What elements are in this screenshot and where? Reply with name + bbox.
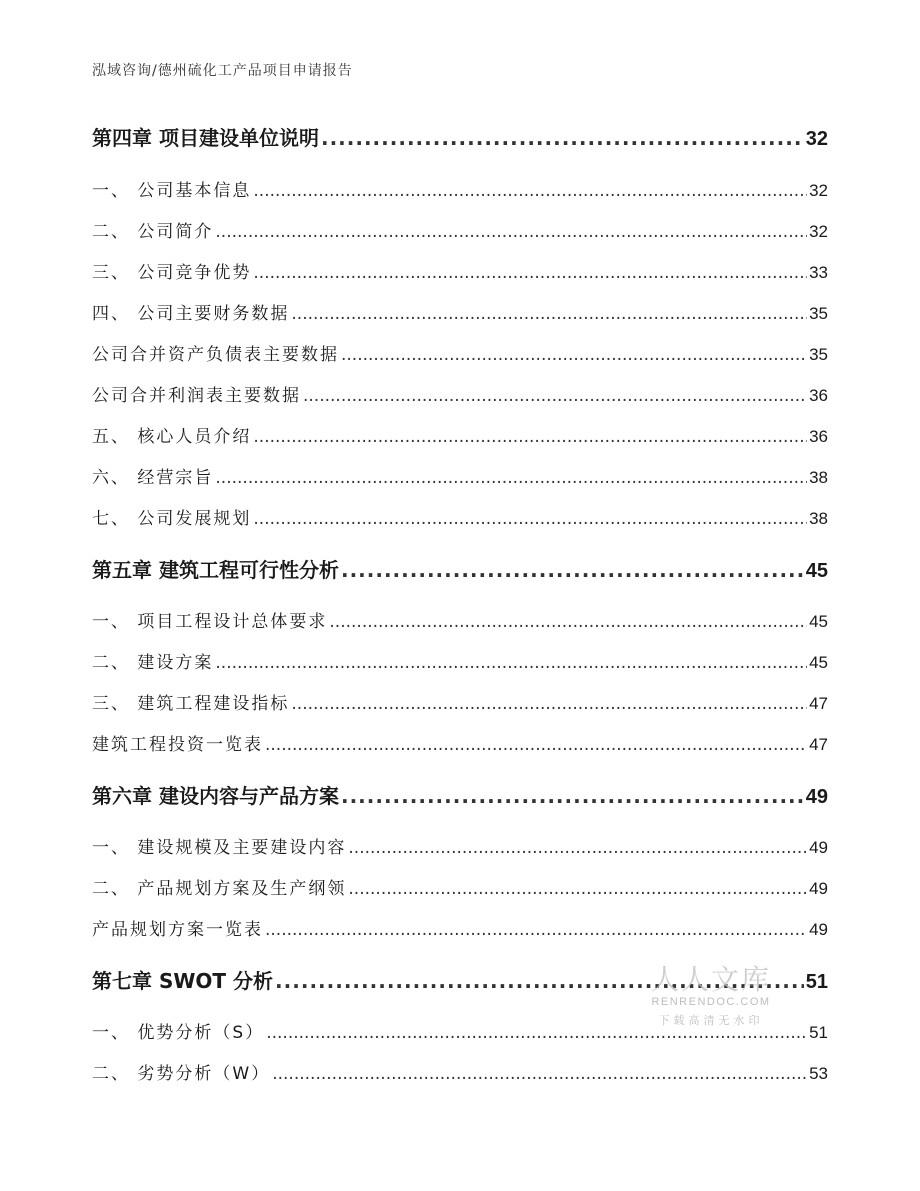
watermark-domain: RENRENDOC.COM <box>651 996 771 1008</box>
toc-page-number: 38 <box>809 468 828 487</box>
toc-label: 二、 公司简介 <box>92 222 214 242</box>
toc-page-number: 36 <box>809 386 828 405</box>
toc-label: 第四章 项目建设单位说明 <box>92 126 319 150</box>
toc-page-number: 45 <box>805 560 828 582</box>
toc-label: 一、 优势分析（S） <box>92 1023 265 1043</box>
toc-leader <box>329 612 807 632</box>
toc-label: 第六章 建设内容与产品方案 <box>92 784 339 808</box>
toc-leader <box>321 126 804 150</box>
toc-page-number: 32 <box>809 222 828 241</box>
toc-chapter-7[interactable] <box>92 965 828 994</box>
toc-page-number: 32 <box>809 181 828 200</box>
toc-entry[interactable] <box>92 648 828 673</box>
toc-page-number: 35 <box>809 345 828 364</box>
toc-label: 四、 公司主要财务数据 <box>92 304 290 324</box>
toc-leader <box>341 784 804 808</box>
toc-chapter-6[interactable] <box>92 780 828 809</box>
toc-label: 建筑工程投资一览表 <box>92 735 263 755</box>
toc-label: 二、 劣势分析（W） <box>92 1064 271 1084</box>
toc-leader <box>253 427 807 447</box>
toc-label: 六、 经营宗旨 <box>92 468 214 488</box>
toc-leader <box>275 969 804 993</box>
toc-leader <box>341 558 804 582</box>
toc-label: 第七章 SWOT 分析 <box>92 969 274 993</box>
toc-label: 三、 建筑工程建设指标 <box>92 694 290 714</box>
toc-leader <box>272 1064 807 1084</box>
toc-leader <box>253 509 807 529</box>
toc-label: 三、 公司竞争优势 <box>92 263 252 283</box>
toc-label: 二、 产品规划方案及生产纲领 <box>92 879 347 899</box>
toc-leader <box>291 304 807 324</box>
toc-page-number: 45 <box>809 612 828 631</box>
toc-entry[interactable] <box>92 463 828 488</box>
toc-entry[interactable] <box>92 422 828 447</box>
toc-entry[interactable] <box>92 1059 828 1084</box>
toc-entry[interactable] <box>92 217 828 242</box>
document-header: 泓域咨询/德州硫化工产品项目申请报告 <box>92 63 353 79</box>
toc-page-number: 51 <box>809 1023 828 1042</box>
toc-entry[interactable] <box>92 689 828 714</box>
toc-entry[interactable] <box>92 915 828 940</box>
toc-leader <box>266 1023 807 1043</box>
toc-entry[interactable] <box>92 176 828 201</box>
toc-page-number: 47 <box>809 694 828 713</box>
toc-label: 一、 公司基本信息 <box>92 181 252 201</box>
toc-label: 一、 建设规模及主要建设内容 <box>92 838 347 858</box>
toc-page-number: 49 <box>809 920 828 939</box>
toc-entry[interactable] <box>92 258 828 283</box>
toc-page-number: 38 <box>809 509 828 528</box>
toc-label: 七、 公司发展规划 <box>92 509 252 529</box>
toc-leader <box>253 181 807 201</box>
toc-leader <box>215 468 807 488</box>
toc-label: 五、 核心人员介绍 <box>92 427 252 447</box>
toc-page-number: 51 <box>805 971 828 993</box>
toc-leader <box>265 735 807 755</box>
toc-leader <box>348 879 807 899</box>
toc-label: 二、 建设方案 <box>92 653 214 673</box>
toc-page-number: 49 <box>809 838 828 857</box>
toc-entry[interactable] <box>92 874 828 899</box>
toc-page-number: 45 <box>809 653 828 672</box>
toc-page-number: 49 <box>809 879 828 898</box>
toc-entry[interactable] <box>92 299 828 324</box>
toc-entry[interactable] <box>92 1018 828 1043</box>
toc-page-number: 32 <box>805 128 828 150</box>
watermark-title: 人人文库 <box>650 963 771 996</box>
toc-entry[interactable] <box>92 504 828 529</box>
toc-chapter-5[interactable] <box>92 554 828 583</box>
toc-label: 产品规划方案一览表 <box>92 920 263 940</box>
toc-leader <box>303 386 807 406</box>
toc-page-number: 49 <box>805 786 828 808</box>
toc-chapter-4[interactable] <box>92 122 828 151</box>
toc-leader <box>291 694 807 714</box>
toc-label: 公司合并资产负债表主要数据 <box>92 345 339 365</box>
toc-label: 一、 项目工程设计总体要求 <box>92 612 328 632</box>
toc-entry[interactable] <box>92 340 828 365</box>
toc-page-number: 36 <box>809 427 828 446</box>
toc-entry[interactable] <box>92 381 828 406</box>
watermark-tagline: 下载高清无水印 <box>658 1014 764 1027</box>
toc-page-number: 47 <box>809 735 828 754</box>
toc-page-number: 35 <box>809 304 828 323</box>
toc-leader <box>265 920 807 940</box>
toc-label: 第五章 建筑工程可行性分析 <box>92 558 339 582</box>
toc-page-number: 33 <box>809 263 828 282</box>
toc-entry[interactable] <box>92 730 828 755</box>
toc-entry[interactable] <box>92 607 828 632</box>
toc-page-number: 53 <box>809 1064 828 1083</box>
toc-leader <box>253 263 807 283</box>
toc-label: 公司合并利润表主要数据 <box>92 386 301 406</box>
toc-leader <box>215 653 807 673</box>
toc-leader <box>215 222 807 242</box>
toc-entry[interactable] <box>92 833 828 858</box>
toc-leader <box>348 838 807 858</box>
toc-leader <box>341 345 807 365</box>
